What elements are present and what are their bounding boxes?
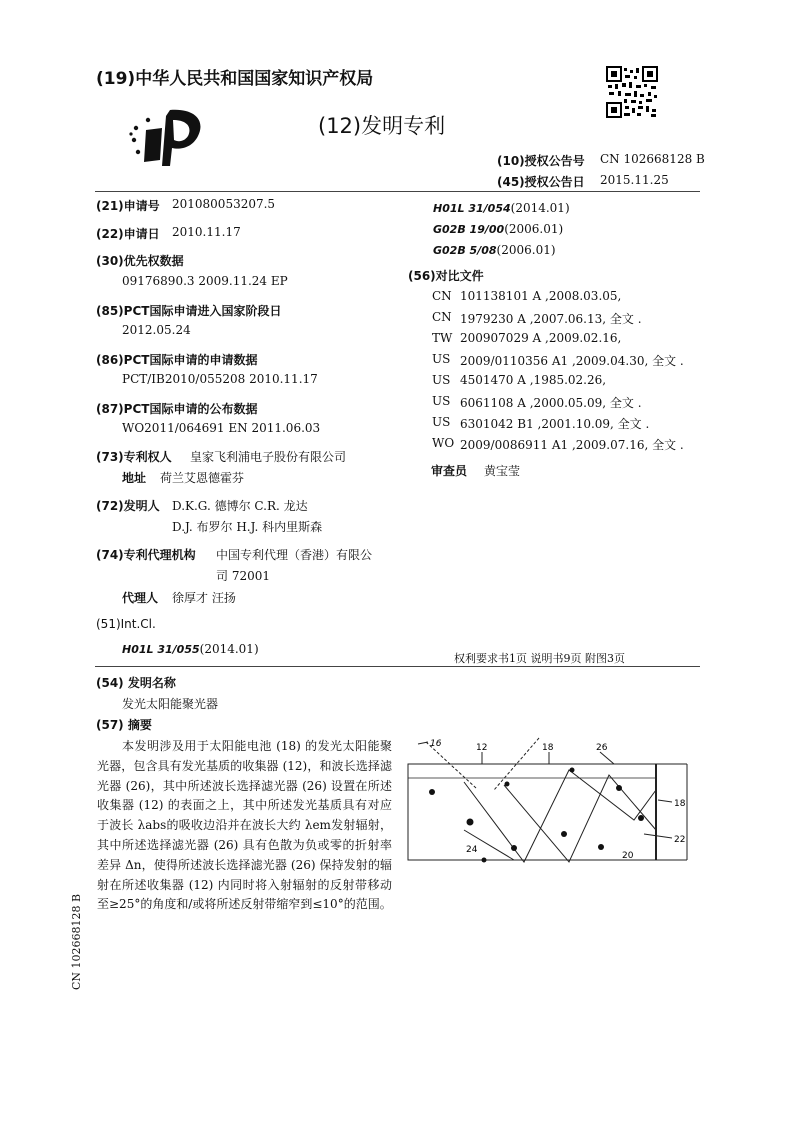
- cited-doc: 6061108 A ,2000.05.09, 全文 .: [460, 396, 642, 410]
- class-code: G02B 19/00: [433, 223, 505, 236]
- cited-doc-cc: WO: [432, 436, 455, 450]
- label-26: 26: [596, 743, 608, 753]
- inventors-line-1: D.K.G. 德博尔 C.R. 龙达: [172, 499, 308, 513]
- agency-line-1: 中国专利代理（香港）有限公: [216, 548, 373, 562]
- intcl-entry: [122, 638, 259, 657]
- grant-pub-no: CN 102668128 B: [600, 152, 705, 166]
- cited-doc-cc: US: [432, 352, 451, 366]
- pct-pub-label: (87)PCT国际申请的公布数据: [96, 402, 258, 416]
- class-entry-1: [433, 197, 570, 216]
- cited-doc: 2009/0086911 A1 ,2009.07.16, 全文 .: [460, 438, 684, 452]
- pct-app-label: (86)PCT国际申请的申请数据: [96, 353, 258, 367]
- pct-pub-data: WO2011/064691 EN 2011.06.03: [122, 421, 321, 435]
- cited-doc-cc: TW: [432, 331, 453, 345]
- abstract-text: [97, 737, 392, 915]
- filing-date: 2010.11.17: [172, 225, 241, 239]
- class-year: (2006.01): [496, 243, 556, 257]
- intcl-year: (2014.01): [199, 642, 259, 656]
- label-18-right: 18: [674, 799, 686, 809]
- agent-label: 代理人: [122, 591, 159, 605]
- cited-doc-cc: US: [432, 394, 451, 408]
- abstract-label: (57) 摘要: [96, 718, 152, 732]
- issuing-office: (19)中华人民共和国国家知识产权局: [96, 69, 374, 89]
- class-code: G02B 5/08: [433, 244, 497, 257]
- grant-date: 2015.11.25: [600, 173, 669, 187]
- intcl-code: H01L 31/055: [122, 643, 200, 656]
- class-year: (2006.01): [504, 222, 564, 236]
- inventors-line-2: D.J. 布罗尔 H.J. 科内里斯森: [172, 520, 323, 534]
- cited-doc: 4501470 A ,1985.02.26,: [460, 373, 607, 387]
- label-16: 16: [430, 739, 442, 749]
- grant-date-label: (45)授权公告日: [497, 175, 585, 189]
- pages-info: 权利要求书1页 说明书9页 附图3页: [454, 652, 625, 665]
- section-rule: [95, 666, 700, 667]
- cited-doc-cc: CN: [432, 289, 452, 303]
- patentee: 皇家飞利浦电子股份有限公司: [190, 450, 347, 464]
- examiner-label: 审查员: [431, 464, 468, 478]
- cited-doc: 200907029 A ,2009.02.16,: [460, 331, 622, 345]
- pct-entry-label: (85)PCT国际申请进入国家阶段日: [96, 304, 282, 318]
- filing-date-label: (22)申请日: [96, 227, 160, 241]
- inventors-label: (72)发明人: [96, 499, 160, 513]
- class-entry-3: [433, 239, 556, 258]
- patentee-label: (73)专利权人: [96, 450, 172, 464]
- grant-pub-no-label: (10)授权公告号: [497, 154, 585, 168]
- cited-doc-cc: US: [432, 373, 451, 387]
- invention-title: 发光太阳能聚光器: [122, 697, 219, 711]
- agency-label: (74)专利代理机构: [96, 548, 196, 562]
- priority-label: (30)优先权数据: [96, 254, 184, 268]
- address-label: 地址: [122, 471, 147, 485]
- invention-title-label: (54) 发明名称: [96, 676, 176, 690]
- label-22: 22: [674, 835, 686, 845]
- class-entry-2: [433, 218, 563, 237]
- cited-doc: 1979230 A ,2007.06.13, 全文 .: [460, 312, 642, 326]
- class-code: H01L 31/054: [433, 202, 511, 215]
- pct-entry-date: 2012.05.24: [122, 323, 191, 337]
- app-no: 201080053207.5: [172, 197, 276, 211]
- intcl-label: (51)Int.Cl.: [96, 617, 156, 631]
- class-year: (2014.01): [510, 201, 570, 215]
- label-20: 20: [622, 851, 634, 861]
- cited-doc: 101138101 A ,2008.03.05,: [460, 289, 622, 303]
- header-rule: [95, 191, 700, 192]
- office-logo: [126, 100, 206, 170]
- document-type-title: (12)发明专利: [318, 114, 446, 138]
- qr-code: [606, 66, 658, 118]
- label-24: 24: [466, 845, 478, 855]
- cited-doc: 6301042 B1 ,2001.10.09, 全文 .: [460, 417, 650, 431]
- pct-app-data: PCT/IB2010/055208 2010.11.17: [122, 372, 318, 386]
- cited-doc-cc: US: [432, 415, 451, 429]
- examiner: 黄宝莹: [484, 464, 521, 478]
- cited-doc-cc: CN: [432, 310, 452, 324]
- abstract-paragraph: 本发明涉及用于太阳能电池 (18) 的发光太阳能聚光器，包含具有发光基质的收集器 (12)，和波长选择滤光器 (26)，其中所述波长选择滤光器 (26) 设置在所述收集器 (12) 的表面之上，其中所述发光基质具有对应于波长 λabs的吸收边沿并在波长大约 λem发射辐射，其中所述选择滤光器 (26) 具有色散为负或零的折射率差异 Δn，使得所述波长选择滤光器 (26) 保持发射的辐射在所述收集器 (12) 内同时将入射辐射的反射带移动至≥25°的角度和/或将所述反射带缩窄到≤10°的范围。: [97, 739, 392, 912]
- app-no-label: (21)申请号: [96, 199, 160, 213]
- agent: 徐厚才 汪扬: [172, 591, 236, 605]
- device-figure: [404, 730, 700, 870]
- priority-data: 09176890.3 2009.11.24 EP: [122, 274, 288, 288]
- label-18-top: 18: [542, 743, 554, 753]
- label-12: 12: [476, 743, 488, 753]
- cited-docs-label: (56)对比文件: [408, 269, 484, 283]
- cited-doc: 2009/0110356 A1 ,2009.04.30, 全文 .: [460, 354, 684, 368]
- agency-line-2: 司 72001: [216, 569, 270, 583]
- address: 荷兰艾恩德霍芬: [160, 471, 245, 485]
- side-publication-number: CN 102668128 B: [70, 893, 83, 990]
